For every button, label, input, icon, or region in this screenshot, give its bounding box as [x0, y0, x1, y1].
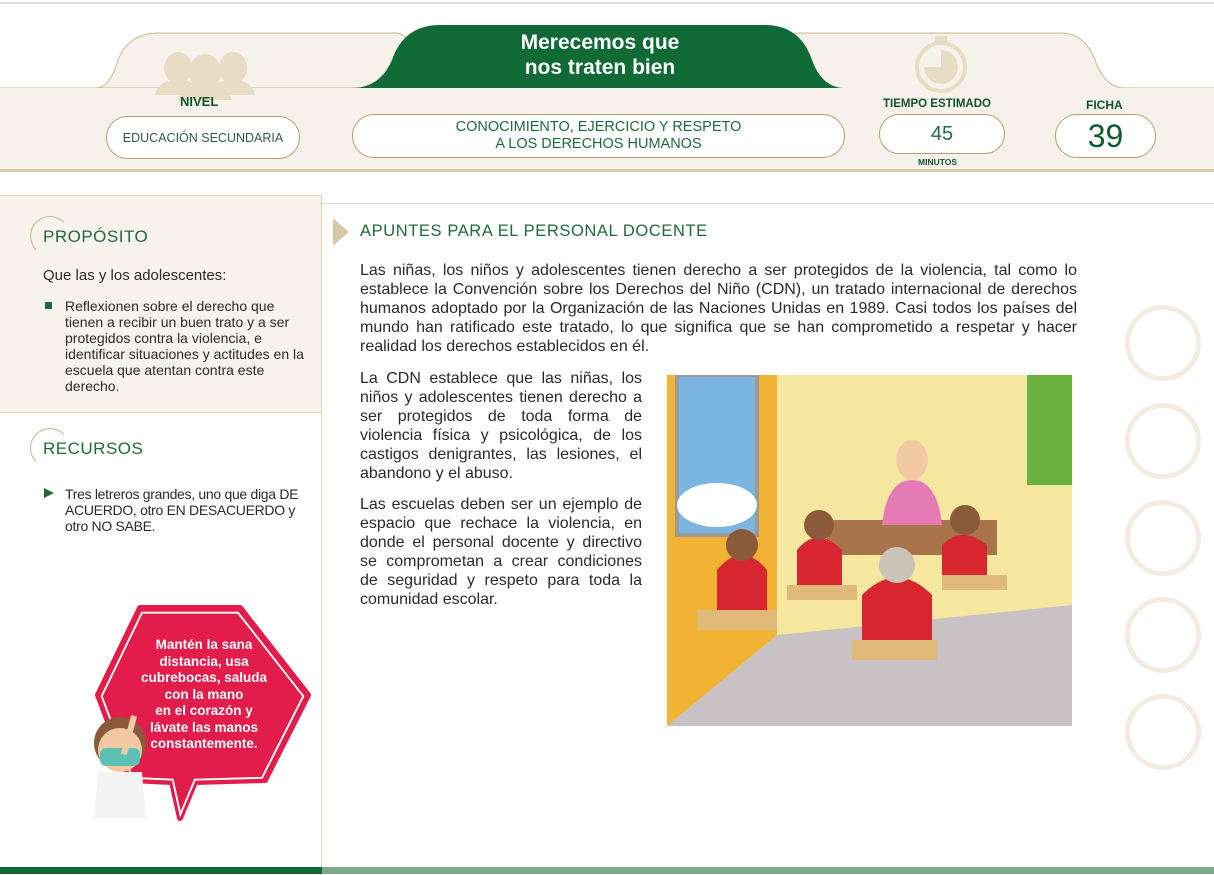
neutral-face-icon — [1125, 500, 1201, 576]
proposito-intro: Que las y los adolescentes: — [43, 267, 227, 284]
classroom-illustration — [667, 375, 1072, 726]
recursos-item: Tres letreros grandes, uno que diga DE ACUERDO, otro EN DESACUERDO y otro NO SABE. — [65, 486, 299, 534]
tiempo-unit: MINUTOS — [918, 157, 958, 167]
paragraph-rights: La CDN establece que las niñas, los niños y adolescentes tienen derecho a ser protegidos de toda forma de violencia física y psicológica, de los castigos denigrantes, las lesiones, el abandono y el abuso. — [360, 370, 642, 482]
footer-bar-dark — [0, 867, 322, 874]
topic-box: CONOCIMIENTO, EJERCICIO Y RESPETO A LOS DERECHOS HUMANOS — [352, 114, 845, 158]
bullet-square-icon — [45, 302, 52, 309]
heading-arrow-icon — [333, 218, 349, 246]
ficha-number: 39 — [1055, 114, 1156, 158]
smile-face-icon — [1125, 403, 1201, 479]
proposito-item: Reflexionen sobre el derecho que tienen a recibir un buen trato y a ser protegidos contra la violencia, e identificar situaciones y actitudes en la escuela que atentan contra este derecho. — [65, 298, 304, 394]
tiempo-value: 45 — [879, 114, 1005, 154]
proposito-title: PROPÓSITO — [43, 227, 149, 246]
recursos-title: RECURSOS — [43, 439, 144, 458]
main-divider — [322, 203, 1214, 204]
footer-bar-light — [322, 867, 1214, 874]
happy-face-icon — [1125, 305, 1201, 381]
people-icon — [155, 52, 255, 100]
section-heading: APUNTES PARA EL PERSONAL DOCENTE — [360, 222, 708, 240]
page-title: Merecemos que nos traten bien — [520, 31, 680, 79]
nivel-value: EDUCACIÓN SECUNDARIA — [106, 116, 300, 159]
sad-face-icon — [1125, 597, 1201, 673]
paragraph-cdn: Las niñas, los niños y adolescentes tienen derecho a ser protegidos de la violencia, tal como lo establece la Convención sobre los Derechos del Niño (CDN), un tratado internacional de derechos humanos adoptado por la Organización de las Naciones Unidas en 1989. Casi todos los países del mundo han ratificado este tratado, lo que significa que se han comprometido a respetar y hacer realidad los derechos establecidos en él. — [360, 262, 1077, 355]
bullet-triangle-icon — [44, 488, 54, 498]
tiempo-label: TIEMPO ESTIMADO — [883, 98, 991, 110]
paragraph-schools: Las escuelas deben ser un ejemplo de espacio que rechace la violencia, en donde el personal docente y directivo se comprometan a crear condiciones de seguridad y respeto para toda la comunidad escolar. — [360, 496, 642, 608]
header-divider — [0, 169, 1214, 172]
nivel-label: NIVEL — [180, 94, 219, 109]
bubble-text: Mantén la sana distancia, usa cubrebocas, saluda con la mano en el corazón y lávate las manos constantemente. — [140, 637, 268, 751]
ficha-label: FICHA — [1086, 98, 1123, 112]
angry-face-icon — [1125, 694, 1201, 770]
